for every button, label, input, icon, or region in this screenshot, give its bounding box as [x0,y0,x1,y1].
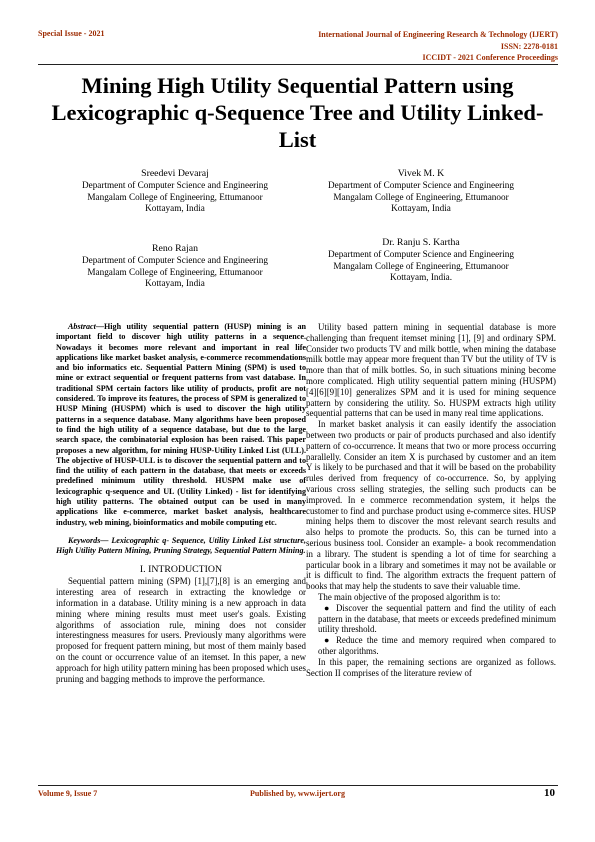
header-rule [38,64,558,65]
author-dept: Department of Computer Science and Engineering [82,255,268,266]
header-conference: ICCIDT - 2021 Conference Proceedings [422,53,558,62]
author-block-3 [50,243,300,290]
footer-volume: Volume 9, Issue 7 [38,789,98,798]
body-paragraph: The main objective of the proposed algorithm is to: [318,591,501,602]
header-issue: Special Issue - 2021 [38,29,105,38]
footer-rule [38,785,558,786]
author-college: Mangalam College of Engineering, Ettumanoor [333,191,509,202]
bullet-item [306,603,556,635]
body-paragraph: In market basket analysis it can easily identify the association between two products or pair of products purchased and also identify pattern of co-occurrence. It means that two or more process occurring parallelly. Consider an item X is purchased by customer and an item Y is likely to be purchased and that it will be based on the probability rules derived from frequency of co-occurrence. So, by applying various cross selling strategies, the selling such products can be improved. In e commerce recommendation system, it helps the customer to find and purchase product using e-commerce sites. HUSP mining helps them to discover the most relevant search results and also helps to promote the products. So, this can be turned into a serious business tool. Consider an example- a book recommendation in a library. The student is spending a lot of time for searching a particular book in a library and sometimes it may not be available or it is difficult to find. The algorithm extracts the frequent pattern of books that may help the students to save their valuable time. [306,419,556,592]
author-place: Kottayam, India [391,203,451,214]
author-dept: Department of Computer Science and Engineering [82,180,268,191]
author-place: Kottayam, India. [390,272,452,283]
keywords: Keywords— Lexicographic q- Sequence, Utility Linked List structure, High Utility Pattern Mining, Pruning Strategy, Sequential Pattern Mining. [56,535,306,556]
abstract-text: —High utility sequential pattern (HUSP) mining is an important field to discover high utility patterns in a sequence. Nowadays it becomes more relevant and important in real life applications like market basket analysis, e-commerce recommendations and bio informatics etc. Sequential Pattern Mining (SPM) is used to mine or extract sequential or frequent patterns from vast database. In traditional SPM certain factors like utility of products, profit are not considered. To improve its features, the process of SPM is generalized to HUSP Mining (HUSPM) which is used to discover the high utility patterns in a sequence database. Many algorithms have been proposed to find the high utility of a sequence database, but due to the large search space, the combinatorial explosion has been raised. This paper proposes a new algorithm, for mining HUSP-Utility Linked List (ULL). The objective of HUSP-ULL is to discover the sequential pattern and to find the utility of each pattern in the database, that meets or exceeds predefined minimum utility threshold. HUSPM make use of lexicographic q-sequence and UL (Utility Linked) - list for identifying high utility patterns. The obtained output can be used in many applications like e-commerce, market basket analysis, healthcare industry, web mining, bioinformatics and mobile computing etc. [56,322,306,527]
left-column [56,322,306,684]
right-column [306,322,556,678]
abstract-label: Abstract [68,322,96,331]
author-name: Dr. Ranju S. Kartha [382,237,460,248]
author-college: Mangalam College of Engineering, Ettumanoor [87,191,263,202]
author-place: Kottayam, India [145,203,205,214]
body-paragraph: In this paper, the remaining sections are organized as follows. Section II comprises of the literature review of [306,656,556,678]
bullet-icon: ● [324,602,330,613]
author-name: Vivek M. K [397,168,445,179]
bullet-text: Discover the sequential pattern and find the utility of each pattern in the database, that meets or exceeds predefined minimum utility threshold. [318,602,556,635]
page-number: 10 [544,787,555,799]
footer-publisher: Published by, www.ijert.org [250,789,345,798]
header-journal-name: International Journal of Engineering Research & Technology (IJERT) [318,30,558,39]
author-name: Sreedevi Devaraj [141,168,209,179]
author-college: Mangalam College of Engineering, Ettumanoor [333,260,509,271]
bullet-text: Reduce the time and memory required when compared to other algorithms. [318,635,556,656]
header-journal [318,29,558,64]
author-place: Kottayam, India [145,278,205,289]
author-college: Mangalam College of Engineering, Ettumanoor [87,266,263,277]
author-block-4 [296,237,546,284]
bullet-icon: ● [324,635,330,646]
intro-paragraph: Sequential pattern mining (SPM) [1],[7],[8] is an emerging and interesting area of research in extracting the knowledge or information in a database. Utility mining is a new approach in data mining where mining results must meet user's goals. Existing algorithms of association rule, mining does not consider interestingness measures for users. Previously many algorithms were proposed for frequent pattern mining, but most of them mainly based on the count or occurrence value of an itemset. In this paper, a new approach for high utility pattern mining has been proposed which uses pruning and bagging methods to improve the performance. [56,576,306,684]
abstract [56,322,306,528]
author-block-1 [50,168,300,215]
author-dept: Department of Computer Science and Engineering [328,249,514,260]
section-heading-introduction: I. INTRODUCTION [139,563,223,575]
author-dept: Department of Computer Science and Engineering [328,180,514,191]
paper-title: Mining High Utility Sequential Pattern using Lexicographic q-Sequence Tree and Utility Linked-List [51,73,544,152]
bullet-item [306,635,556,657]
author-name: Reno Rajan [152,243,198,254]
header-issn: ISSN: 2278-0181 [500,41,558,51]
body-paragraph: Utility based pattern mining in sequential database is more challenging than frequent itemset mining [1], [9] and ordinary SPM. Consider two products TV and milk bottle, when mining the database milk bottle may appear more frequent than TV but the utility of TV is more than that of milk bottles. So, in such situations mining become more complicated. High utility sequential pattern mining (HUSPM) [4][6][9][10] generalizes SPM and it is used for mining sequence pattern by considering the utility. So. HUSPM extracts high utility sequential patterns that can be used in many real time applications. [306,322,556,419]
author-block-2 [296,168,546,215]
